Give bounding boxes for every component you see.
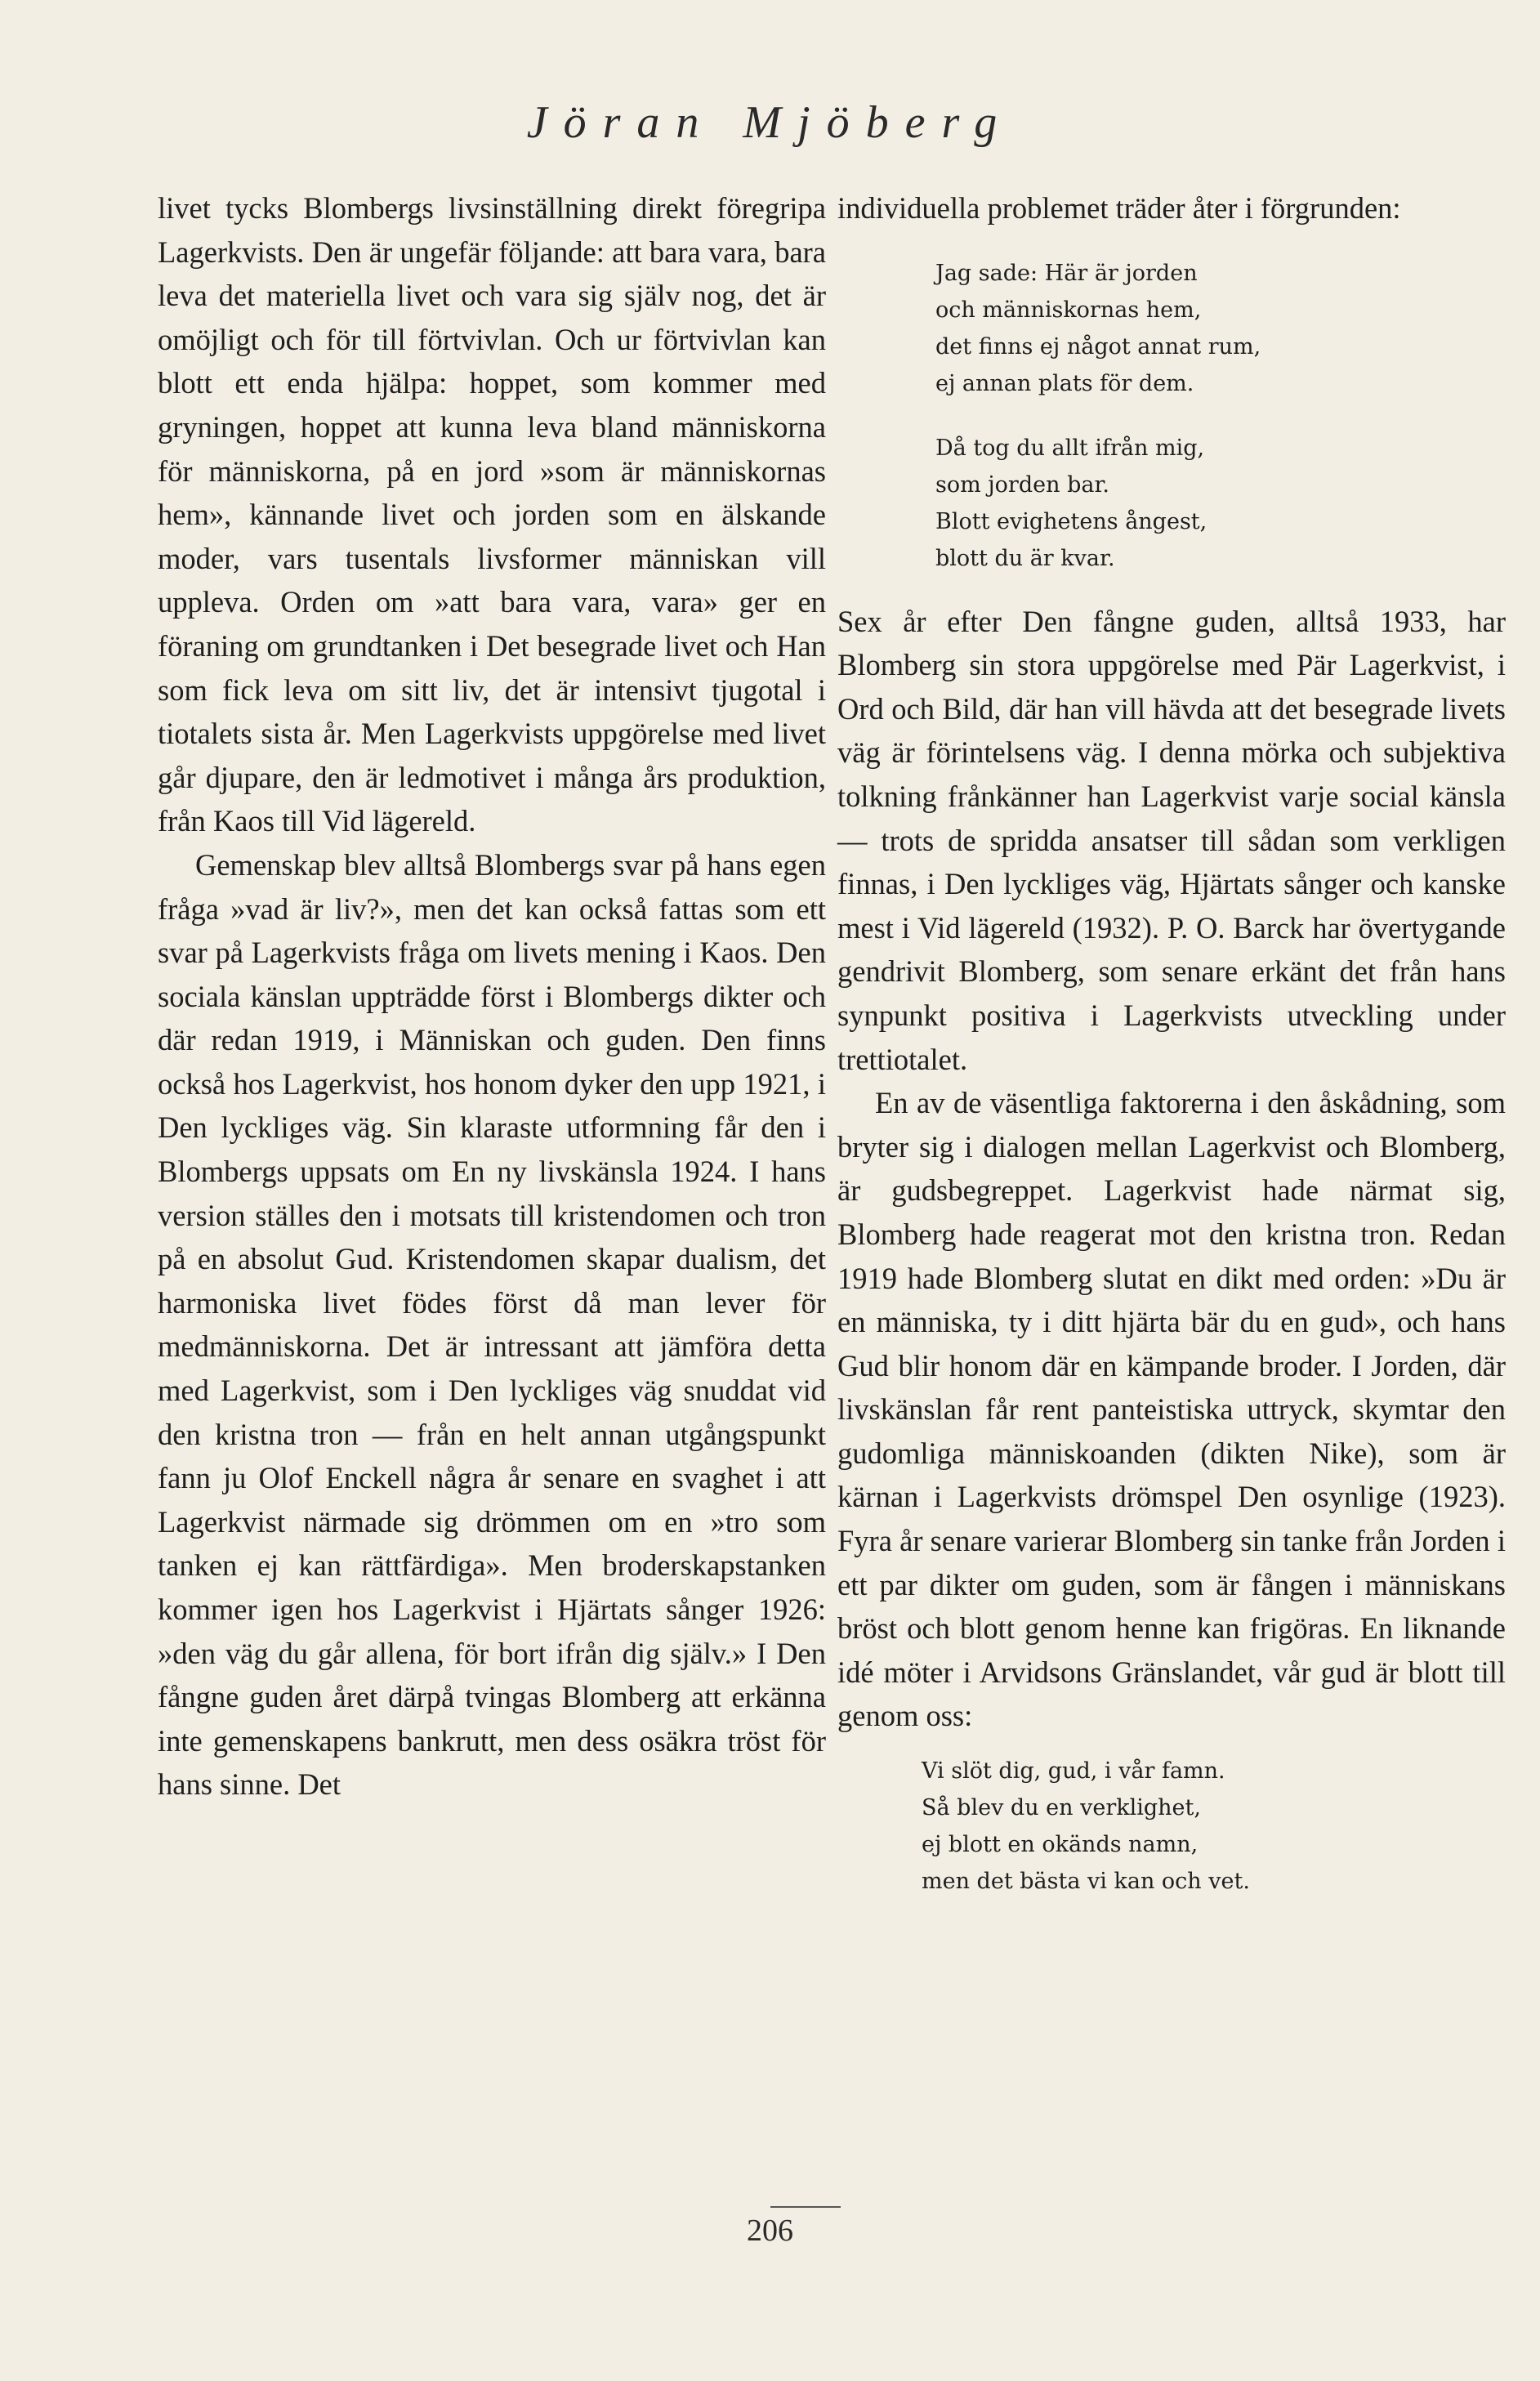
poem-line: det finns ej något annat rum, [935,333,1261,360]
poem-line: Jag sade: Här är jorden [935,260,1198,286]
left-column [158,186,826,1807]
poem-stanza [837,255,1506,402]
poem-line: som jorden bar. [935,471,1109,498]
poem-line: blott du är kvar. [935,545,1115,571]
page-number: 206 [747,2213,793,2248]
poem-line: men det bästa vi kan och vet. [922,1869,1250,1895]
paragraph: livet tycks Blombergs livsinställning direkt föregripa Lagerkvists. Den är ungefär följande: att bara vara, bara leva det materiella livet och vara sig själv nog, det är omöjligt och för till förtvivlan. Och ur förtvivlan kan blott ett enda hjälpa: hoppet, som kommer med gryningen, hoppet att kunna leva bland människorna för människorna, på en jord »som är människornas hem», kännande livet och jorden som en älskande moder, vars tusentals livsformer människan vill uppleva. Orden om »att bara vara, vara» ger en föraning om grundtanken i Det besegrade livet och Han som fick leva om sitt liv, det är intensivt tjugotal i tiotalets sista år. Men Lagerkvists uppgörelse med livet går djupare, den är ledmotivet i många års produktion, från Kaos till Vid lägereld. [158,191,826,838]
poem-line: ej annan plats för dem. [935,370,1194,396]
poem-line: Då tog du allt ifrån mig, [935,435,1205,461]
poem-line: och människornas hem, [935,297,1202,323]
paragraph: individuella problemet träder åter i förgrunden: [837,191,1401,225]
poem-line: ej blott en okänds namn, [922,1832,1199,1858]
poem-line: Vi slöt dig, gud, i vår famn. [922,1758,1225,1785]
poem-line: Så blev du en verklighet, [922,1795,1201,1821]
paragraph: En av de väsentliga faktorerna i den åskådning, som bryter sig i dialogen mellan Lagerkvist och Blomberg, är gudsbegreppet. Lagerkvist hade närmat sig, Blomberg hade reagerat mot den kristna tron. Redan 1919 hade Blomberg slutat en dikt med orden: »Du är en människa, ty i ditt hjärta bär du en gud», och hans Gud blir honom där en kämpande broder. I Jorden, där livskänslan får rent panteistiska uttryck, skymtar den gudomliga människoanden (dikten Nike), som är kärnan i Lagerkvists drömspel Den osynlige (1923). Fyra år senare varierar Blomberg sin tanke från Jorden i ett par dikter om guden, som är fången i människans bröst och blott genom henne kan frigöras. En liknande idé möter i Arvidsons Gränslandet, vår gud är blott till genom oss: [837,1086,1506,1733]
poem-line: Blott evighetens ångest, [935,508,1207,534]
poem-stanza [837,1753,1506,1900]
running-header: Jöran Mjöberg [526,97,1014,148]
right-column [837,186,1506,1900]
poem-stanza [837,430,1506,577]
footer-rule [770,2206,841,2208]
paragraph: Gemenskap blev alltså Blombergs svar på hans egen fråga »vad är liv?», men det kan också fattas som ett svar på Lagerkvists fråga om livets mening i Kaos. Den sociala känslan uppträdde först i Blombergs dikter och där redan 1919, i Människan och guden. Den finns också hos Lagerkvist, hos honom dyker den upp 1921, i Den lyckliges väg. Sin klaraste utformning får den i Blombergs uppsats om En ny livskänsla 1924. I hans version ställes den i motsats till kristendomen och tron på en absolut Gud. Kristendomen skapar dualism, det harmoniska livet födes först då man lever för medmänniskorna. Det är intressant att jämföra detta med Lagerkvist, som i Den lyckliges väg snuddat vid den kristna tron — från en helt annan utgångspunkt fann ju Olof Enckell några år senare en svaghet i att Lagerkvist närmade sig drömmen om en »tro som tanken ej kan rättfärdiga». Men broderskapstanken kommer igen hos Lagerkvist i Hjärtats sånger 1926: »den väg du går allena, för bort ifrån dig själv.» I Den fångne guden året därpå tvingas Blomberg att erkänna inte gemenskapens bankrutt, men dess osäkra tröst för hans sinne. Det [158,847,826,1802]
paragraph: Sex år efter Den fångne guden, alltså 1933, har Blomberg sin stora uppgörelse med Pär Lagerkvist, i Ord och Bild, där han vill hävda att det besegrade livets väg är förintelsens väg. I denna mörka och subjektiva tolkning frånkänner han Lagerkvist varje social känsla — trots de spridda ansatser till sådan som verkligen finnas, i Den lyckliges väg, Hjärtats sånger och kanske mest i Vid lägereld (1932). P. O. Barck har övertygande gendrivit Blomberg, som senare erkänt det från hans synpunkt positiva i Lagerkvists utveckling under trettiotalet. [837,604,1506,1076]
